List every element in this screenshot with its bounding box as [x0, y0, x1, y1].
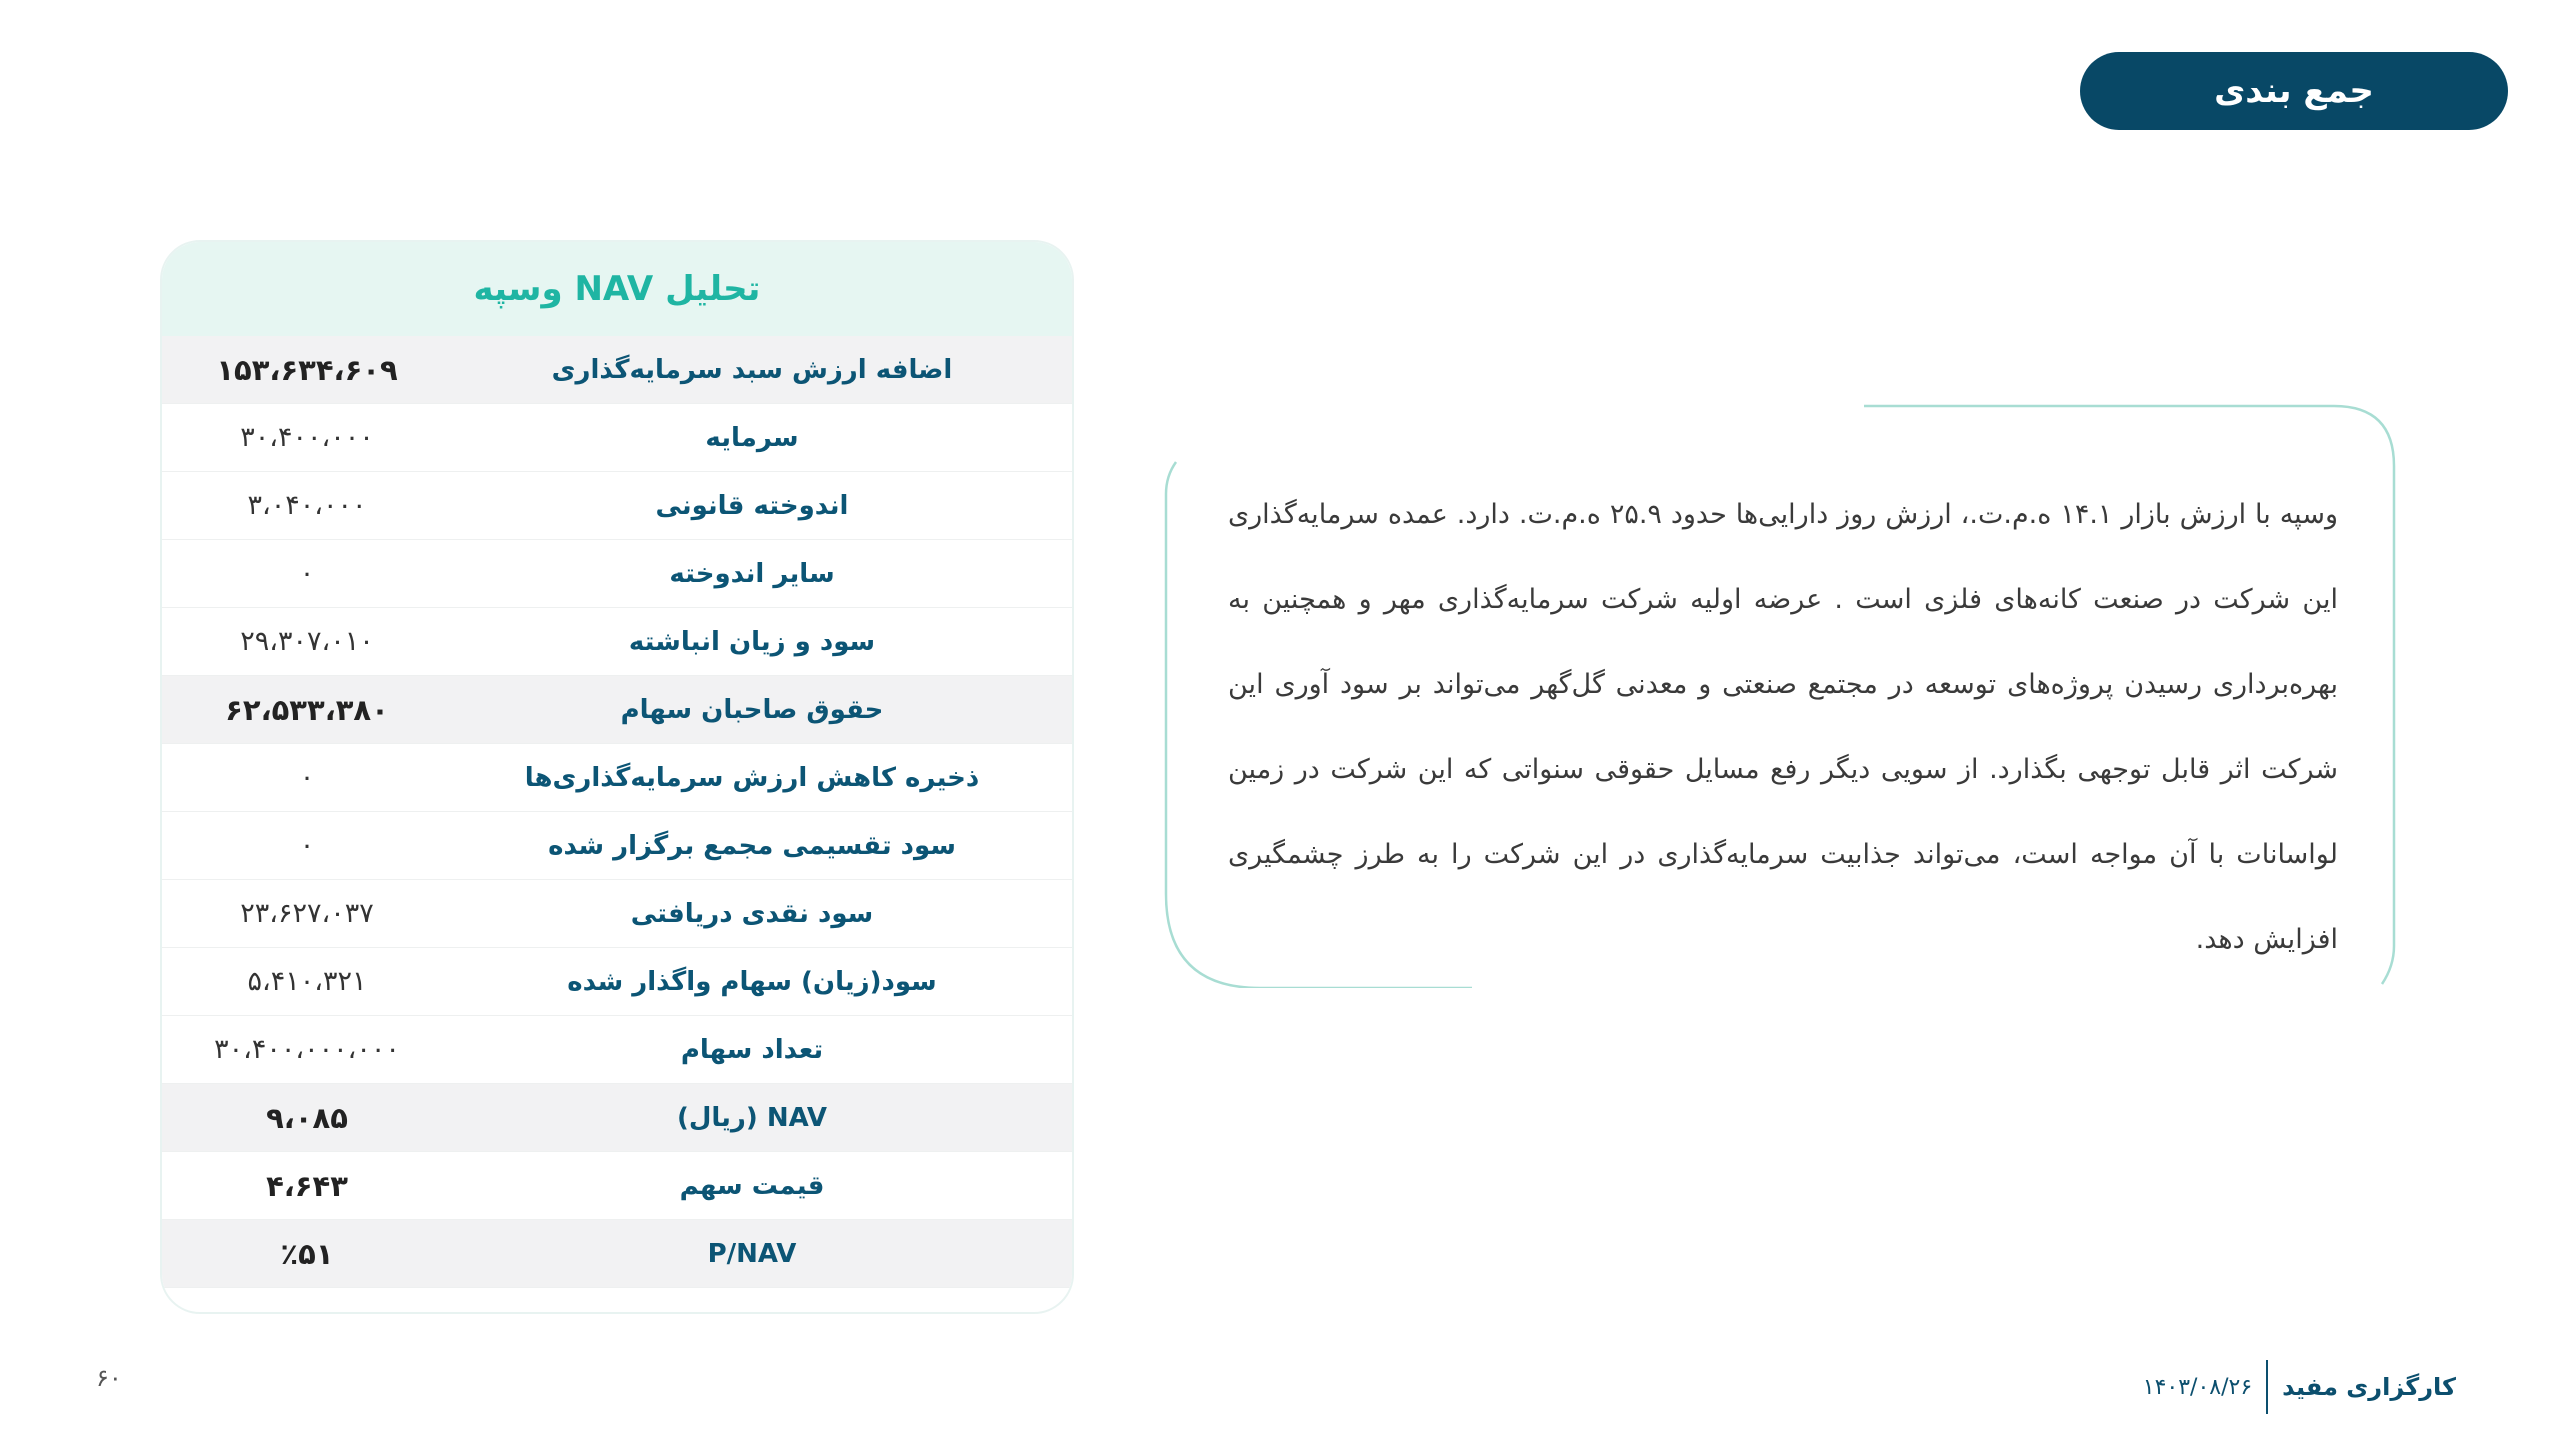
row-value: ٪۵۱ — [280, 1236, 334, 1271]
row-label: حقوق صاحبان سهام — [620, 694, 884, 725]
table-row — [162, 1152, 1072, 1220]
row-value: ۰ — [299, 830, 315, 861]
row-label: اضافه ارزش سبد سرمایه‌گذاری — [551, 354, 953, 385]
footer-brand: کارگزاری مفید — [2282, 1373, 2456, 1401]
row-label: سود تقسیمی مجمع برگزار شده — [548, 830, 956, 861]
table-row — [162, 404, 1072, 472]
table-body — [162, 336, 1072, 1288]
table-row — [162, 608, 1072, 676]
row-value: ۰ — [299, 762, 315, 793]
row-label: قیمت سهم — [679, 1170, 825, 1201]
row-label: NAV (ریال) — [676, 1102, 828, 1133]
nav-analysis-table — [160, 240, 1074, 1314]
row-value: ۹،۰۸۵ — [266, 1100, 348, 1135]
summary-box — [1164, 404, 2396, 988]
row-label: سود(زیان) سهام واگذار شده — [567, 966, 937, 997]
footer-date: ۱۴۰۳/۰۸/۲۶ — [2142, 1374, 2253, 1400]
row-value: ۶۲،۵۳۳،۳۸۰ — [225, 692, 389, 727]
table-title: تحلیل NAV وسپه — [473, 269, 761, 309]
table-row — [162, 336, 1072, 404]
row-label: تعداد سهام — [680, 1034, 824, 1065]
row-value: ۳۰،۴۰۰،۰۰۰،۰۰۰ — [214, 1034, 400, 1065]
section-title: جمع بندی — [2214, 71, 2374, 111]
table-row — [162, 1084, 1072, 1152]
row-value: ۳،۰۴۰،۰۰۰ — [247, 490, 367, 521]
row-value: ۲۳،۶۲۷،۰۳۷ — [240, 898, 374, 929]
table-row — [162, 948, 1072, 1016]
row-label: سود نقدی دریافتی — [630, 898, 874, 929]
table-header — [162, 242, 1072, 336]
page-number: ۶۰ — [96, 1364, 122, 1392]
table-row — [162, 676, 1072, 744]
row-label: سایر اندوخته — [669, 558, 835, 589]
table-row — [162, 744, 1072, 812]
row-label: سود و زیان انباشته — [628, 626, 876, 657]
table-row — [162, 1220, 1072, 1288]
footer — [2143, 1360, 2456, 1414]
table-row — [162, 812, 1072, 880]
table-row — [162, 540, 1072, 608]
row-label: سرمایه — [705, 422, 799, 453]
row-label: ذخیره کاهش ارزش سرمایه‌گذاری‌ها — [524, 762, 980, 793]
row-value: ۱۵۳،۶۳۴،۶۰۹ — [216, 352, 398, 387]
row-label: اندوخته قانونی — [655, 490, 849, 521]
table-row — [162, 472, 1072, 540]
table-row — [162, 880, 1072, 948]
row-label: P/NAV — [707, 1238, 797, 1269]
table-row — [162, 1016, 1072, 1084]
row-value: ۲۹،۳۰۷،۰۱۰ — [240, 626, 374, 657]
row-value: ۴،۶۴۳ — [266, 1168, 348, 1203]
row-value: ۰ — [299, 558, 315, 589]
row-value: ۵،۴۱۰،۳۲۱ — [247, 966, 367, 997]
footer-divider — [2266, 1360, 2268, 1414]
summary-text: وسپه با ارزش بازار ۱۴.۱ ه.م.ت.، ارزش روز دارایی‌ها حدود ۲۵.۹ ه.م.ت. دارد. عمده سرمایه‌گذاری این شرکت در صنعت کانه‌های فلزی است . عرضه اولیه شرکت سرمایه‌گذاری مهر و همچنین به بهره‌برداری رسیدن پروژه‌های توسعه در مجتمع صنعتی و معدنی گل‌گهر می‌تواند بر سود آوری این شرکت اثر قابل توجهی بگذارد. از سویی دیگر رفع مسایل حقوقی سنواتی که این شرکت در زمین لواسانات با آن مواجه است، می‌تواند جذابیت سرمایه‌گذاری در این شرکت را به طرز چشمگیری افزایش دهد. — [1228, 499, 2338, 955]
section-title-pill — [2080, 52, 2508, 130]
row-value: ۳۰،۴۰۰،۰۰۰ — [240, 422, 374, 453]
